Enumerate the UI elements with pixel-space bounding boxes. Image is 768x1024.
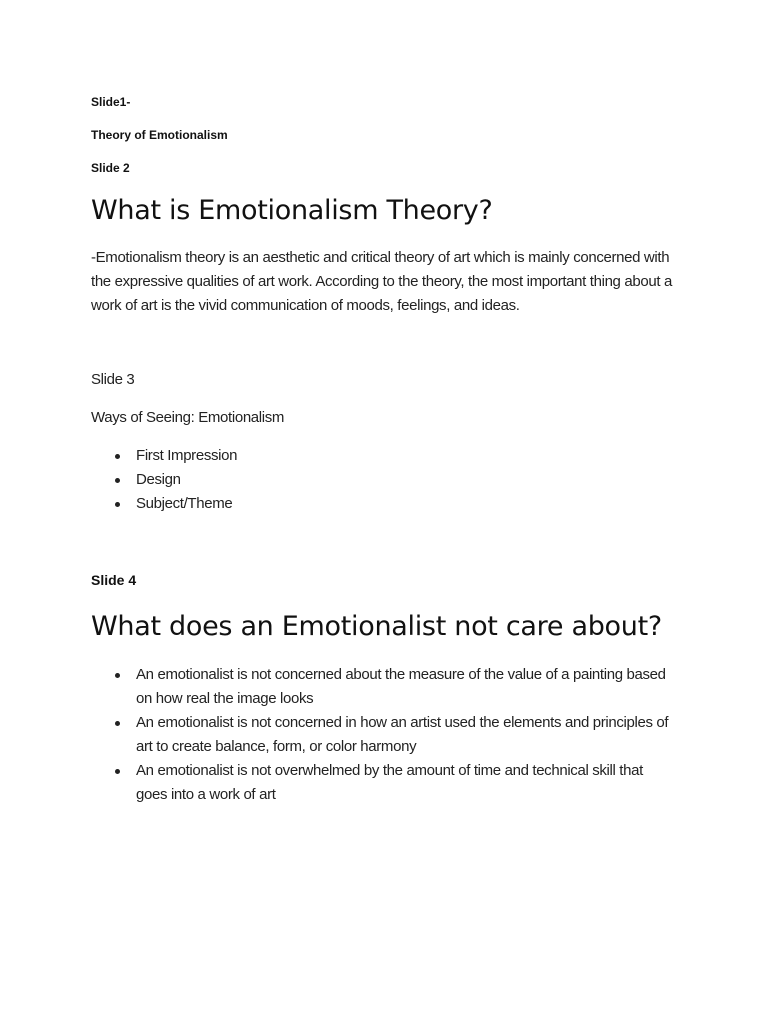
slide4-label: Slide 4 [91, 572, 137, 588]
slide3-subtitle: Ways of Seeing: Emotionalism [91, 409, 285, 426]
list-item-text: First Impression [136, 447, 238, 464]
list-item [91, 759, 676, 807]
list-item-text: Subject/Theme [136, 495, 233, 512]
list-item-text: Design [136, 471, 181, 488]
list-item [91, 492, 237, 516]
list-item [91, 663, 676, 711]
bullet-icon [115, 673, 120, 678]
slide3-label: Slide 3 [91, 371, 135, 388]
list-item [91, 468, 237, 492]
bullet-icon [115, 721, 120, 726]
bullet-icon [115, 478, 120, 483]
bullet-icon [115, 502, 120, 507]
slide4-heading: What does an Emotionalist not care about? [91, 611, 662, 642]
list-item-text: An emotionalist is not concerned about the measure of the value of a painting based on how real the image looks [136, 666, 666, 707]
slide2-heading: What is Emotionalism Theory? [91, 195, 493, 226]
slide2-label: Slide 2 [91, 161, 130, 175]
list-item [91, 711, 676, 759]
slide3-bullet-list [91, 444, 237, 516]
slide1-label: Slide1- [91, 95, 131, 109]
list-item [91, 444, 237, 468]
list-item-text: An emotionalist is not concerned in how an artist used the elements and principles of art to create balance, form, or color harmony [136, 714, 669, 755]
slide4-bullet-list [91, 663, 676, 807]
slide1-title: Theory of Emotionalism [91, 128, 228, 142]
slide2-paragraph: -Emotionalism theory is an aesthetic and critical theory of art which is mainly concerned with the expressive qualities of art work. According to the theory, the most important thing about a work of art is the vivid communication of moods, feelings, and ideas. [91, 249, 672, 314]
list-item-text: An emotionalist is not overwhelmed by the amount of time and technical skill that goes into a work of art [136, 762, 643, 803]
bullet-icon [115, 454, 120, 459]
bullet-icon [115, 769, 120, 774]
